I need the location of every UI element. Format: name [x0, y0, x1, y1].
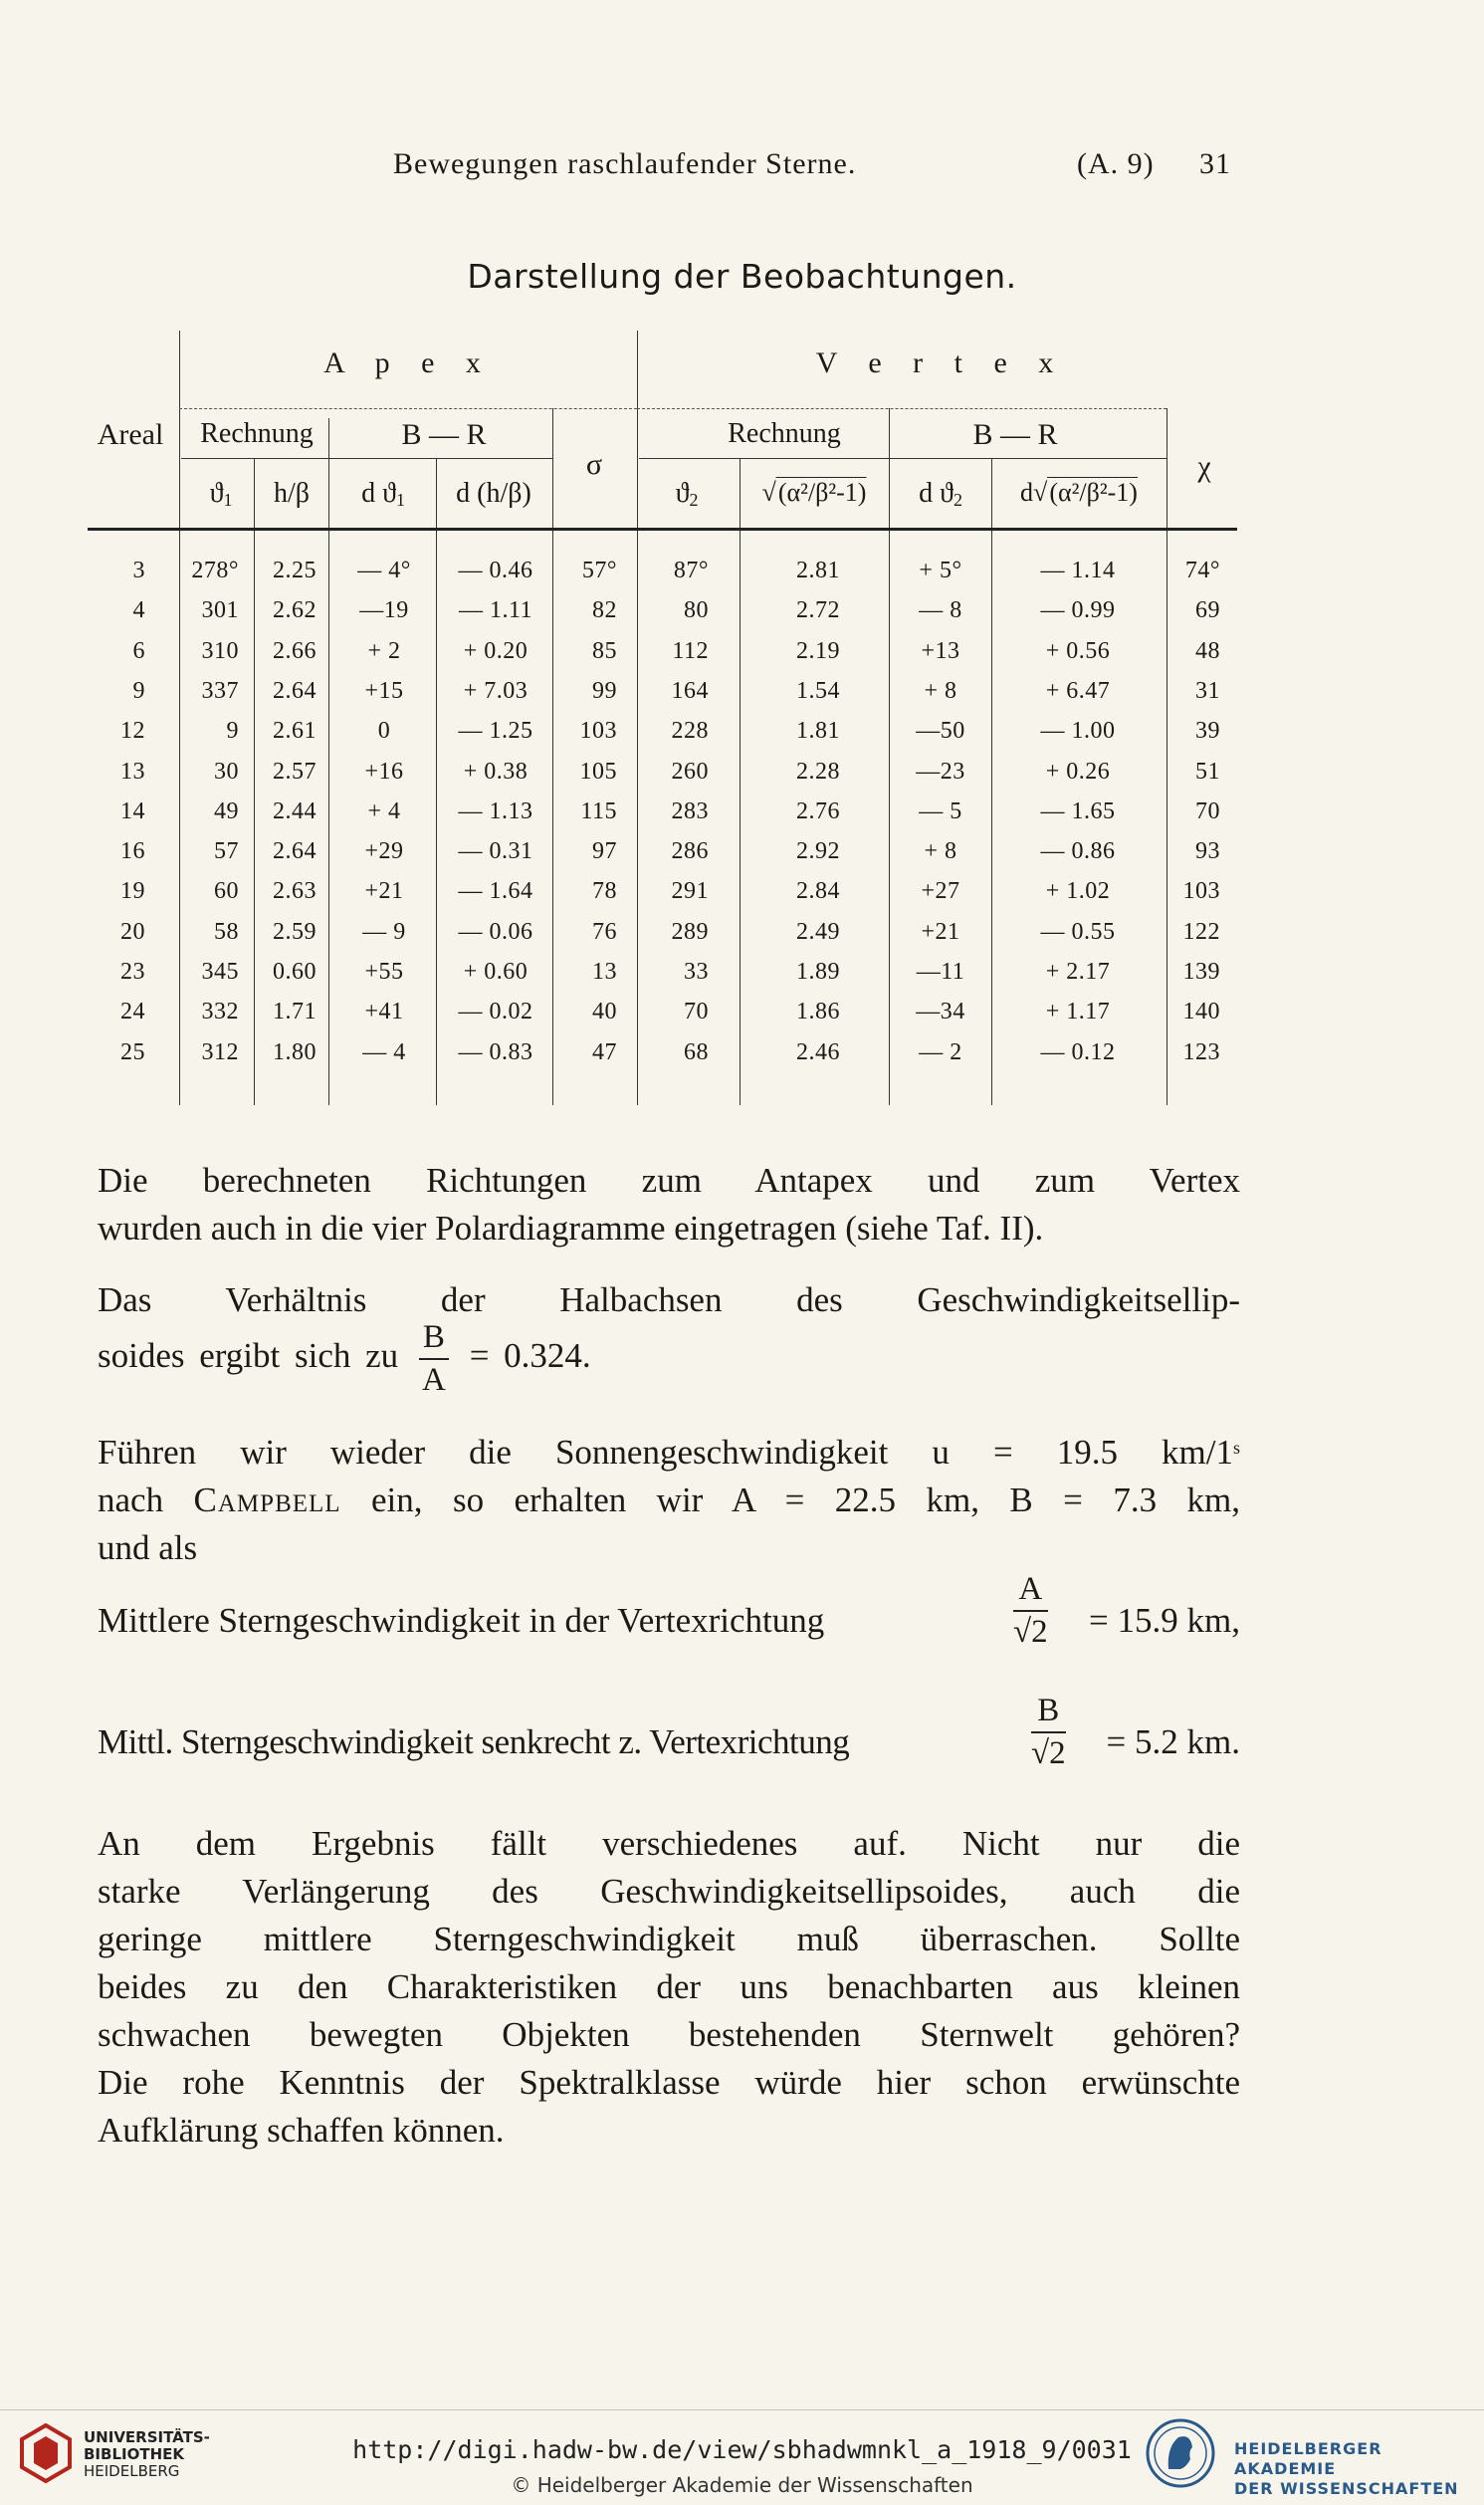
rule [889, 408, 890, 1105]
text-line: beides zu den Charakteristiken der uns benachbarten aus kleinen [98, 1967, 1240, 2006]
text-line: Das Verhältnis der Halbachsen des Geschwindigkeitsellip- [98, 1280, 1240, 1319]
text-line: geringe mittlere Sterngeschwindigkeit muß überraschen. Sollte [98, 1920, 1240, 1958]
cell-dsq: — 1.00 [1040, 718, 1116, 745]
cell-sigma: 85 [592, 637, 617, 664]
frac-numerator: A [1013, 1573, 1048, 1612]
cell-dt2: + 5° [919, 558, 962, 583]
cell-chi: 39 [1195, 718, 1220, 745]
cell-sigma: 97 [592, 838, 617, 865]
table-title: Darstellung der Beobachtungen. [467, 257, 1017, 296]
cell-t2: 228 [671, 718, 709, 745]
paragraph-1 [98, 1157, 1240, 1252]
cell-areal: 12 [120, 718, 145, 745]
cell-sq: 1.81 [796, 718, 840, 745]
paragraph-4 [98, 1820, 1240, 2155]
cell-hb: 2.44 [273, 797, 317, 824]
col-d-sqrt: d√(α²/β²-1) [1020, 478, 1138, 507]
col-rechnung-apex: Rechnung [200, 418, 314, 449]
reference-label: (A. 9) [1077, 147, 1155, 180]
text-line: Aufklärung schaffen können. [98, 2111, 505, 2150]
cell-dt2: +27 [921, 878, 960, 905]
group-apex: A p e x [323, 346, 493, 379]
cell-chi: 123 [1182, 1038, 1220, 1065]
cell-sq: 2.28 [796, 758, 840, 785]
cell-chi: 140 [1182, 999, 1220, 1025]
cell-sq: 2.46 [796, 1038, 840, 1065]
cell-dt2: —11 [916, 959, 965, 985]
cell-hb: 1.71 [273, 999, 317, 1025]
text-line: Die rohe Kenntnis der Spektralklasse würde hier schon erwünschte [98, 2063, 1240, 2102]
col-d-theta2: d $ϑ_2$ [919, 478, 962, 510]
cell-hb: 2.63 [273, 878, 317, 905]
cell-t2: 112 [672, 637, 709, 664]
cell-t1: 60 [214, 878, 239, 905]
cell-dsq: — 1.65 [1040, 797, 1116, 824]
col-b-r-vertex: B — R [972, 418, 1058, 451]
cell-sigma: 115 [580, 797, 617, 824]
cell-dt2: + 8 [924, 838, 957, 865]
rule [991, 458, 992, 1105]
ratio-fraction [419, 1321, 449, 1397]
cell-chi: 93 [1195, 838, 1220, 865]
cell-dt2: — 5 [919, 797, 962, 824]
cell-hb: 2.61 [273, 718, 317, 745]
ratio-line [98, 1321, 591, 1397]
cell-t2: 260 [671, 758, 709, 785]
frac-numerator: B [419, 1321, 449, 1360]
cell-dsq: — 0.86 [1040, 838, 1116, 865]
frac-denominator: A [422, 1362, 446, 1398]
equation-result: = 5.2 km. [1106, 1722, 1240, 1761]
cell-dhb: — 0.06 [458, 918, 533, 945]
col-sqrt: √(α²/β²-1) [761, 478, 867, 507]
cell-hb: 2.59 [273, 918, 317, 945]
frac-denominator: √2 [1031, 1735, 1066, 1771]
author-name: Campbell [193, 1480, 341, 1519]
equation-1 [98, 1573, 1240, 1663]
cell-sigma: 78 [592, 878, 617, 905]
rule [552, 408, 553, 1105]
text-fragment: nach [98, 1480, 164, 1519]
text-line: Die berechneten Richtungen zum Antapex und zum Vertex [98, 1161, 1240, 1200]
cell-dhb: — 0.46 [458, 558, 533, 583]
cell-dhb: — 1.11 [458, 597, 533, 624]
col-d-theta1: d $ϑ_1$ [361, 478, 405, 510]
text-line: starke Verlängerung des Geschwindigkeitsellipsoides, auch die [98, 1872, 1240, 1911]
cell-sigma: 13 [592, 959, 617, 985]
cell-sigma: 99 [592, 677, 617, 704]
cell-t2: 164 [671, 677, 709, 704]
library-line: HEIDELBERG [84, 2462, 180, 2480]
cell-dt2: —50 [916, 718, 965, 745]
equation-2 [98, 1695, 1240, 1784]
text-line: schwachen bewegten Objekten bestehenden Sternwelt gehören? [98, 2015, 1240, 2054]
speed-text: Führen wir wieder die Sonnengeschwindigkeit u = 19.5 km/1 [98, 1433, 1233, 1472]
academy-line: DER WISSENSCHAFTEN [1234, 2479, 1459, 2498]
cell-sigma: 76 [592, 918, 617, 945]
cell-dsq: + 1.02 [1045, 878, 1111, 905]
cell-dt2: — 2 [919, 1038, 962, 1065]
col-chi: χ [1197, 450, 1211, 483]
seconds-sup: s [1232, 1438, 1240, 1458]
cell-dsq: + 2.17 [1045, 959, 1111, 985]
cell-dsq: + 6.47 [1045, 677, 1111, 704]
ratio-prefix: soides ergibt sich zu [98, 1336, 399, 1376]
cell-sq: 1.54 [796, 677, 840, 704]
cell-areal: 6 [132, 637, 145, 664]
cell-dt1: + 2 [367, 637, 401, 664]
col-sigma: σ [585, 448, 603, 481]
cell-chi: 122 [1182, 918, 1220, 945]
cell-sq: 2.92 [796, 838, 840, 865]
cell-dt1: — 4 [362, 1038, 406, 1065]
text-line [98, 1424, 1240, 1477]
cell-dsq: + 0.56 [1045, 637, 1111, 664]
cell-sigma: 47 [592, 1038, 617, 1065]
text-line: An dem Ergebnis fällt verschiedenes auf. Nicht nur die [98, 1824, 1240, 1863]
cell-sigma: 82 [592, 597, 617, 624]
cell-dhb: — 1.25 [458, 718, 533, 745]
cell-areal: 24 [120, 999, 145, 1025]
rule [639, 458, 1166, 459]
cell-chi: 139 [1182, 959, 1220, 985]
col-areal: Areal [97, 418, 164, 451]
text-line [98, 1477, 1240, 1524]
cell-sq: 2.19 [796, 637, 840, 664]
academy-line: HEIDELBERGER AKADEMIE [1234, 2439, 1382, 2478]
cell-chi: 48 [1195, 637, 1220, 664]
cell-dt2: +21 [921, 918, 960, 945]
cell-dhb: — 1.13 [458, 797, 533, 824]
cell-t2: 70 [684, 999, 709, 1025]
cell-dhb: + 7.03 [463, 677, 529, 704]
cell-hb: 2.62 [273, 597, 317, 624]
cell-t1: 312 [201, 1038, 239, 1065]
academy-name [1234, 2439, 1484, 2499]
cell-areal: 16 [120, 838, 145, 865]
cell-dt1: 0 [377, 718, 391, 745]
cell-sq: 2.72 [796, 597, 840, 624]
cell-dt1: +41 [364, 999, 404, 1025]
page-number: 31 [1199, 147, 1231, 180]
cell-hb: 0.60 [273, 959, 317, 985]
cell-dt2: — 8 [919, 597, 962, 624]
cell-hb: 2.25 [273, 558, 317, 583]
cell-dhb: + 0.60 [463, 959, 529, 985]
text-fragment: ein, so erhalten wir A = 22.5 km, B = 7.3 km, [371, 1480, 1241, 1519]
rule [740, 458, 741, 1105]
cell-areal: 23 [120, 959, 145, 985]
cell-dhb: — 1.64 [458, 878, 533, 905]
cell-chi: 70 [1195, 797, 1220, 824]
ratio-result: = 0.324. [469, 1336, 591, 1376]
col-h-beta: h/β [273, 478, 311, 509]
col-rechnung-vertex: Rechnung [728, 418, 841, 449]
rule [179, 331, 180, 1105]
frac-denominator: √2 [1013, 1614, 1048, 1650]
cell-chi: 51 [1195, 758, 1220, 785]
cell-t1: 337 [201, 677, 239, 704]
rule [328, 418, 329, 1105]
cell-sigma: 40 [592, 999, 617, 1025]
cell-areal: 19 [120, 878, 145, 905]
frac-numerator: B [1031, 1695, 1066, 1733]
cell-sq: 2.76 [796, 797, 840, 824]
radicand: 2 [1031, 1614, 1048, 1650]
cell-sigma: 57° [581, 558, 617, 583]
cell-chi: 74° [1184, 558, 1220, 583]
cell-dhb: — 0.02 [458, 999, 533, 1025]
cell-t2: 286 [671, 838, 709, 865]
cell-hb: 2.64 [273, 677, 317, 704]
header-rule [88, 528, 1237, 531]
cell-areal: 14 [120, 797, 145, 824]
rule [637, 408, 1166, 409]
cell-dhb: — 0.83 [458, 1038, 533, 1065]
cell-t1: 30 [214, 758, 239, 785]
cell-dsq: — 0.99 [1040, 597, 1116, 624]
footer-rule [0, 2409, 1484, 2410]
equation-fraction [1031, 1695, 1066, 1770]
cell-dhb: + 0.38 [463, 758, 529, 785]
cell-t1: 57 [214, 838, 239, 865]
cell-chi: 31 [1195, 677, 1220, 704]
cell-hb: 2.57 [273, 758, 317, 785]
library-line: BIBLIOTHEK [84, 2445, 184, 2463]
cell-sq: 1.86 [796, 999, 840, 1025]
cell-dt1: +55 [364, 959, 404, 985]
cell-dt1: — 4° [357, 558, 411, 583]
cell-t1: 310 [201, 637, 239, 664]
source-url-link[interactable]: http://digi.hadw-bw.de/view/sbhadwmnkl_a_1918_9/0031 [352, 2435, 1132, 2464]
cell-dt1: +16 [364, 758, 404, 785]
rule [179, 408, 637, 409]
col-b-r-apex: B — R [401, 418, 487, 451]
cell-dt2: —23 [916, 758, 965, 785]
cell-sigma: 103 [579, 718, 617, 745]
cell-t1: 9 [226, 718, 239, 745]
cell-sq: 2.49 [796, 918, 840, 945]
cell-dt1: +29 [364, 838, 404, 865]
rule [181, 458, 552, 459]
cell-dhb: — 0.31 [458, 838, 533, 865]
cell-dt1: —19 [359, 597, 409, 624]
col-sqrt-text: (α²/β²-1) [777, 478, 867, 507]
cell-chi: 69 [1195, 597, 1220, 624]
cell-t2: 289 [671, 918, 709, 945]
cell-dsq: + 0.26 [1045, 758, 1111, 785]
rule [1166, 408, 1167, 1105]
cell-t1: 49 [214, 797, 239, 824]
col-d-h-beta: d (h/β) [456, 478, 531, 509]
cell-dsq: — 0.12 [1040, 1038, 1116, 1065]
cell-areal: 20 [120, 918, 145, 945]
col-theta2: $ϑ_2$ [675, 478, 699, 510]
cell-t2: 33 [684, 959, 709, 985]
col-d-sqrt-text: (α²/β²-1) [1049, 478, 1138, 507]
cell-t1: 332 [201, 999, 239, 1025]
paragraph-2 [98, 1276, 1240, 1324]
rule [637, 331, 638, 1105]
cell-dhb: + 0.20 [463, 637, 529, 664]
cell-dt2: +13 [921, 637, 960, 664]
group-vertex: V e r t e x [815, 346, 1066, 379]
observation-table [0, 319, 1484, 1115]
radicand: 2 [1049, 1735, 1066, 1771]
cell-hb: 1.80 [273, 1038, 317, 1065]
cell-areal: 3 [132, 558, 145, 583]
paragraph-3 [98, 1424, 1240, 1572]
cell-t1: 278° [191, 558, 239, 583]
library-line: UNIVERSITÄTS- [84, 2428, 210, 2446]
copyright-notice: © Heidelberger Akademie der Wissenschaften [511, 2473, 973, 2497]
cell-t2: 80 [684, 597, 709, 624]
cell-dt2: + 8 [924, 677, 957, 704]
cell-hb: 2.66 [273, 637, 317, 664]
cell-dt2: —34 [916, 999, 965, 1025]
cell-chi: 103 [1182, 878, 1220, 905]
cell-t1: 58 [214, 918, 239, 945]
cell-hb: 2.64 [273, 838, 317, 865]
equation-fraction [1013, 1573, 1048, 1649]
rule [254, 458, 255, 1105]
cell-dt1: +15 [364, 677, 404, 704]
cell-dsq: — 0.55 [1040, 918, 1116, 945]
cell-t1: 345 [201, 959, 239, 985]
col-theta1: $ϑ_1$ [209, 478, 233, 510]
cell-dt1: +21 [364, 878, 404, 905]
cell-areal: 25 [120, 1038, 145, 1065]
equation-label: Mittlere Sterngeschwindigkeit in der Vertexrichtung [98, 1601, 825, 1640]
cell-t1: 301 [201, 597, 239, 624]
cell-dt1: + 4 [367, 797, 401, 824]
cell-areal: 4 [132, 597, 145, 624]
running-title: Bewegungen raschlaufender Sterne. [393, 147, 857, 180]
text-line: und als [98, 1528, 198, 1567]
cell-areal: 13 [120, 758, 145, 785]
equation-label: Mittl. Sterngeschwindigkeit senkrecht z. Vertexrichtung [98, 1722, 850, 1761]
cell-sq: 1.89 [796, 959, 840, 985]
cell-areal: 9 [132, 677, 145, 704]
rule [436, 458, 437, 1105]
cell-t2: 68 [684, 1038, 709, 1065]
cell-dsq: + 1.17 [1045, 999, 1111, 1025]
academy-seal-icon [1145, 2417, 1216, 2489]
cell-dt1: — 9 [362, 918, 406, 945]
cell-t2: 291 [671, 878, 709, 905]
equation-result: = 15.9 km, [1089, 1601, 1240, 1640]
cell-t2: 87° [673, 558, 709, 583]
cell-sq: 2.81 [796, 558, 840, 583]
cell-sq: 2.84 [796, 878, 840, 905]
cell-dsq: — 1.14 [1040, 558, 1116, 583]
text-line: wurden auch in die vier Polardiagramme eingetragen (siehe Taf. II). [98, 1209, 1044, 1248]
cell-sigma: 105 [579, 758, 617, 785]
cell-t2: 283 [671, 797, 709, 824]
